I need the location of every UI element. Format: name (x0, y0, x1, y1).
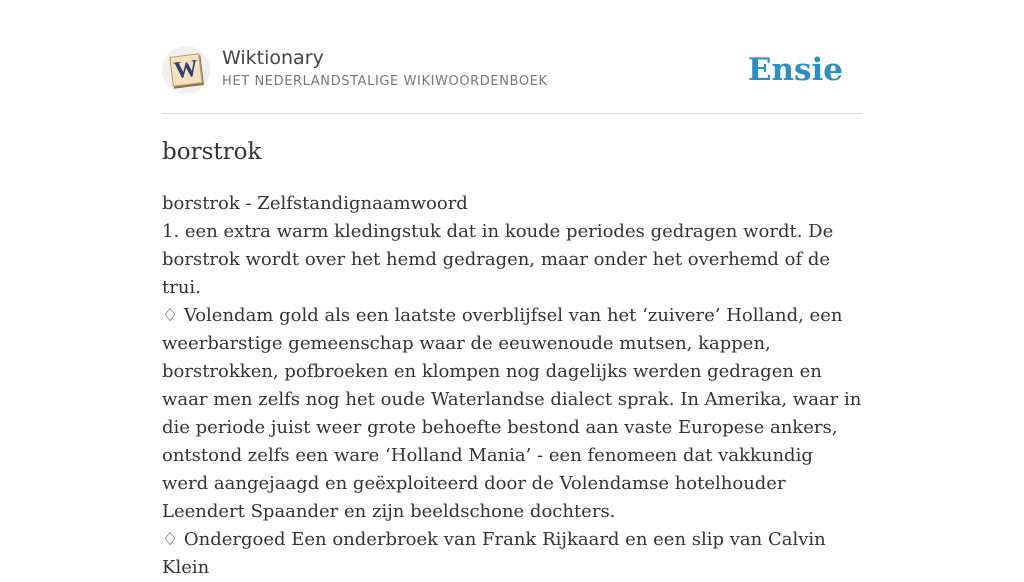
example-1: ♢ Volendam gold als een laatste overblijfsel van het ‘zuivere’ Holland, een weerbarstige gemeenschap waar de eeuwenoude mutsen, kappen, borstrokken, pofbroeken en klompen nog dagelijks werden gedragen en waar men zelfs nog het oude Waterlandse dialect sprak. In Amerika, waar in die periode juist weer grote behoefte bestond aan vaste Europese ankers, ontstond zelfs een ware ‘Holland Mania’ - een fenomeen dat vakkundig werd aangejaagd en geëxploiteerd door de Volendamse hotelhouder Leendert Spaander en zijn beeldschone dochters. (162, 305, 862, 522)
site-tagline: HET NEDERLANDSTALIGE WIKIWOORDENBOEK (222, 74, 548, 89)
entry-content (162, 190, 862, 582)
logo-letter: W (172, 55, 200, 85)
page-title: borstrok (162, 139, 262, 165)
site-name[interactable]: Wiktionary (222, 47, 324, 69)
entry-heading-line: borstrok - Zelfstandignaamwoord (162, 193, 468, 214)
definition-1: 1. een extra warm kledingstuk dat in koude periodes gedragen wordt. De borstrok wordt over het hemd gedragen, maar onder het overhemd of de trui. (162, 221, 834, 298)
header-divider (162, 113, 862, 114)
site-header (162, 44, 862, 100)
logo-tile-icon (169, 53, 202, 86)
wiktionary-logo[interactable] (162, 46, 210, 94)
example-2: ♢ Ondergoed Een onderbroek van Frank Rijkaard en een slip van Calvin Klein (162, 529, 826, 578)
ensie-logo-link[interactable]: Ensie (747, 52, 843, 88)
